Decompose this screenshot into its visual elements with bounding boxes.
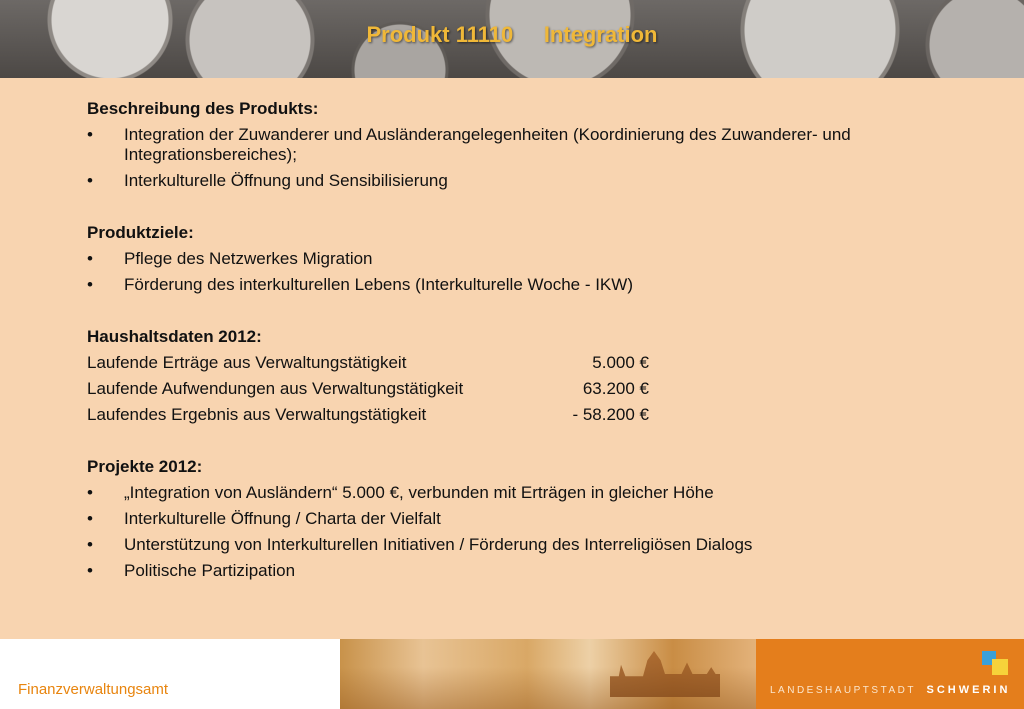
bullet-icon: • xyxy=(87,125,93,144)
haushaltsdaten-table xyxy=(87,350,967,428)
city-brand xyxy=(770,684,1010,696)
list-item: • Politische Partizipation xyxy=(87,561,296,580)
footer-label-area xyxy=(0,639,340,709)
spacer xyxy=(87,428,967,454)
bullet-icon: • xyxy=(87,561,93,580)
bullet-icon: • xyxy=(87,171,93,190)
budget-label: Laufende Erträge aus Verwaltungstätigkeit xyxy=(87,353,407,372)
produktziele-list xyxy=(87,246,967,298)
budget-row xyxy=(87,376,967,402)
slide-content xyxy=(87,96,967,584)
budget-row xyxy=(87,350,967,376)
list-item: • Förderung des interkulturellen Lebens (Interkulturelle Woche - IKW) xyxy=(87,275,633,294)
budget-label: Laufende Aufwendungen aus Verwaltungstätigkeit xyxy=(87,379,464,398)
list-item: • Integration der Zuwanderer und Ausländerangelegenheiten (Koordinierung des Zuwanderer- und Integrationsbereiches); xyxy=(87,125,851,164)
page-title: Produkt 11110 Integration xyxy=(366,22,658,47)
bullet-icon: • xyxy=(87,249,93,268)
list-item: • Interkulturelle Öffnung / Charta der Vielfalt xyxy=(87,509,441,528)
projekte-list xyxy=(87,480,967,584)
haushaltsdaten-title: Haushaltsdaten 2012: xyxy=(87,327,262,346)
budget-amount: - 58.200 € xyxy=(572,405,649,424)
brand-name: SCHWERIN xyxy=(926,684,1011,696)
bullet-icon: • xyxy=(87,483,93,502)
budget-row xyxy=(87,402,967,428)
bullet-icon: • xyxy=(87,509,93,528)
list-item: • Pflege des Netzwerkes Migration xyxy=(87,249,373,268)
produktziele-title: Produktziele: xyxy=(87,223,194,242)
department-label: Finanzverwaltungsamt xyxy=(18,681,169,698)
budget-amount: 5.000 € xyxy=(592,353,649,372)
list-item: • Interkulturelle Öffnung und Sensibilisierung xyxy=(87,171,448,190)
beschreibung-list xyxy=(87,122,967,194)
list-item: • Unterstützung von Interkulturellen Initiativen / Förderung des Interreligiösen Dialogs xyxy=(87,535,753,554)
city-logo-icon xyxy=(982,651,1010,677)
projekte-title: Projekte 2012: xyxy=(87,457,203,476)
brand-prefix: LANDESHAUPTSTADT xyxy=(770,685,916,696)
spacer xyxy=(87,298,967,324)
budget-amount: 63.200 € xyxy=(582,379,649,398)
beschreibung-title: Beschreibung des Produkts: xyxy=(87,99,319,118)
list-item: • „Integration von Ausländern“ 5.000 €, verbunden mit Erträgen in gleicher Höhe xyxy=(87,483,714,502)
budget-label: Laufendes Ergebnis aus Verwaltungstätigkeit xyxy=(87,405,427,424)
bullet-icon: • xyxy=(87,275,93,294)
footer xyxy=(0,639,1024,709)
spacer xyxy=(87,194,967,220)
bullet-icon: • xyxy=(87,535,93,554)
header-banner xyxy=(0,0,1024,78)
